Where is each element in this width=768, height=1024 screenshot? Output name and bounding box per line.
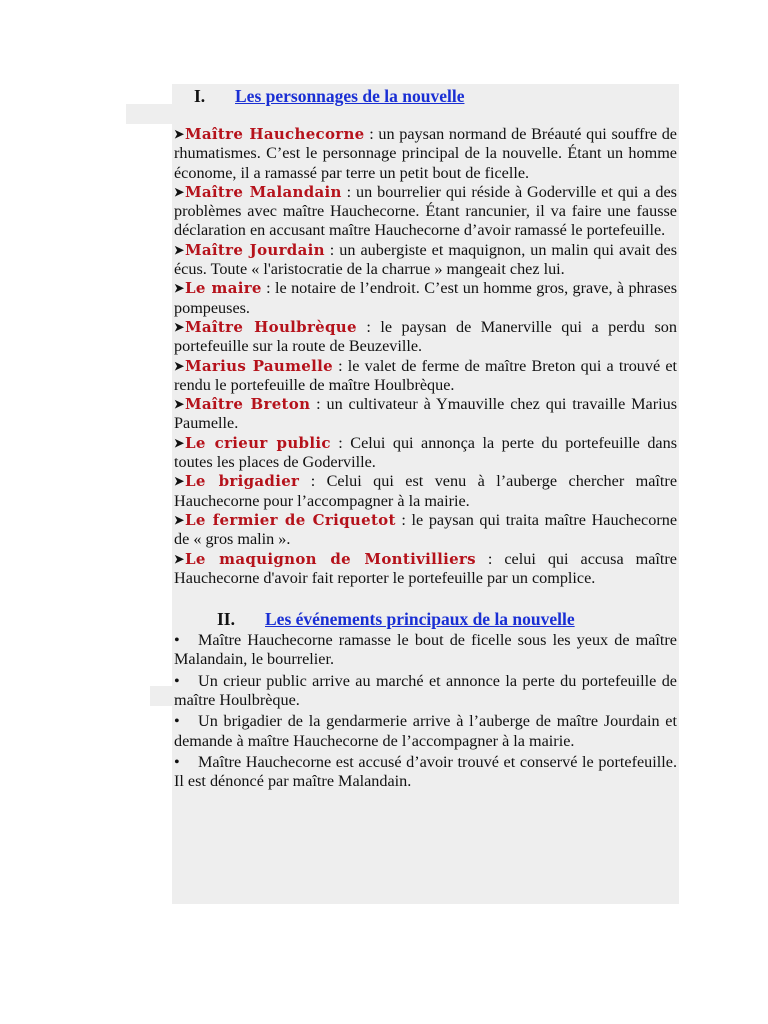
character-item: [174, 472, 677, 511]
arrow-bullet-icon: ➤: [174, 358, 185, 373]
arrow-bullet-icon: ➤: [174, 319, 185, 334]
section-number: I.: [194, 86, 206, 106]
character-description: : un cultivateur à Ymauville chez qui travaille Marius Paumelle.: [174, 395, 677, 433]
arrow-bullet-icon: ➤: [174, 184, 185, 199]
character-name: Maître Breton: [185, 395, 311, 414]
character-item: [174, 434, 677, 473]
character-name: Maître Houlbrèque: [185, 317, 357, 336]
arrow-bullet-icon: ➤: [174, 127, 185, 141]
character-name: Le maquignon de Montivilliers: [185, 549, 476, 568]
character-description: : celui qui accusa maître Hauchecorne d'avoir fait reporter le portefeuille par un complice.: [174, 549, 677, 587]
character-name: Le fermier de Criquetot: [185, 510, 396, 529]
event-text: Un brigadier de la gendarmerie arrive à l’auberge de maître Jourdain et demande à maître Hauchecorne de l’accompagner à la mairie.: [174, 712, 677, 750]
arrow-bullet-icon: ➤: [174, 551, 185, 566]
character-item: [174, 125, 677, 183]
character-description: : un paysan normand de Bréauté qui souffre de rhumatismes. C’est le personnage principal de la nouvelle. Étant un homme économe, il a ramassé par terre un petit bout de ficelle.: [174, 125, 677, 182]
bullet-dot-icon: •: [174, 631, 180, 650]
character-description: : le paysan qui traita maître Hauchecorne de « gros malin ».: [174, 510, 678, 549]
character-item: [174, 511, 677, 550]
arrow-bullet-icon: ➤: [174, 474, 185, 489]
character-name: Le maire: [185, 279, 262, 298]
event-text: Un crieur public arrive au marché et annonce la perte du portefeuille de maître Houlbrèque.: [174, 671, 677, 710]
arrow-bullet-icon: ➤: [174, 281, 185, 296]
bullet-dot-icon: •: [174, 752, 180, 771]
arrow-bullet-icon: ➤: [174, 512, 185, 527]
bullet-dot-icon: •: [174, 712, 180, 731]
character-name: Le brigadier: [185, 472, 300, 491]
bullet-dot-icon: •: [174, 671, 180, 690]
character-name: Maître Hauchecorne: [185, 125, 365, 143]
character-description: : le paysan de Manerville qui a perdu son portefeuille sur la route de Beuzeville.: [174, 317, 677, 356]
event-text: Maître Hauchecorne ramasse le bout de ficelle sous les yeux de maître Malandain, le bourrelier.: [174, 631, 677, 669]
arrow-bullet-icon: ➤: [174, 242, 185, 257]
character-description: : le notaire de l’endroit. C’est un homme gros, grave, à phrases pompeuses.: [174, 279, 678, 317]
character-description: : Celui qui annonça la perte du portefeuille dans toutes les places de Goderville.: [174, 433, 677, 472]
character-description: : Celui qui est venu à l’auberge chercher maître Hauchecorne pour l’accompagner à la mairie.: [174, 472, 678, 510]
character-description: : le valet de ferme de maître Breton qui a trouvé et rendu le portefeuille de maître Houlbrèque.: [174, 356, 678, 394]
section-title-link[interactable]: Les personnages de la nouvelle: [235, 86, 465, 106]
character-name: Le crieur public: [185, 433, 331, 452]
character-list: [174, 125, 677, 588]
character-description: : un aubergiste et maquignon, un malin qui avait des écus. Toute « l'aristocratie de la charrue » mangeait chez lui.: [174, 240, 677, 279]
arrow-bullet-icon: ➤: [174, 435, 185, 450]
character-description: : un bourrelier qui réside à Goderville et qui a des problèmes avec maître Hauchecorne. Étant rancunier, il va faire une fausse déclaration en accusant maître Hauchecorne d’avoir ramassé le portefeuille.: [174, 182, 677, 240]
character-item: [174, 357, 677, 396]
event-list: [174, 631, 677, 791]
character-item: [174, 395, 677, 434]
section-heading-personnages: [174, 84, 677, 108]
event-item: [174, 712, 677, 751]
character-item: [174, 318, 677, 357]
event-item: [174, 672, 677, 711]
event-item: [174, 753, 677, 792]
character-name: Marius Paumelle: [185, 356, 333, 375]
character-item: [174, 183, 677, 241]
event-item: [174, 631, 677, 670]
character-name: Maître Jourdain: [185, 240, 325, 259]
event-text: Maître Hauchecorne est accusé d’avoir trouvé et conservé le portefeuille. Il est dénoncé par maître Malandain.: [174, 752, 677, 791]
section-number: II.: [217, 609, 235, 630]
character-item: [174, 241, 677, 280]
section-heading-evenements: [174, 607, 677, 631]
character-name: Maître Malandain: [185, 182, 342, 201]
character-item: [174, 279, 677, 318]
document-body: [174, 84, 677, 792]
section-title-link[interactable]: Les événements principaux de la nouvelle: [265, 609, 575, 630]
arrow-bullet-icon: ➤: [174, 397, 185, 412]
character-item: [174, 550, 677, 589]
